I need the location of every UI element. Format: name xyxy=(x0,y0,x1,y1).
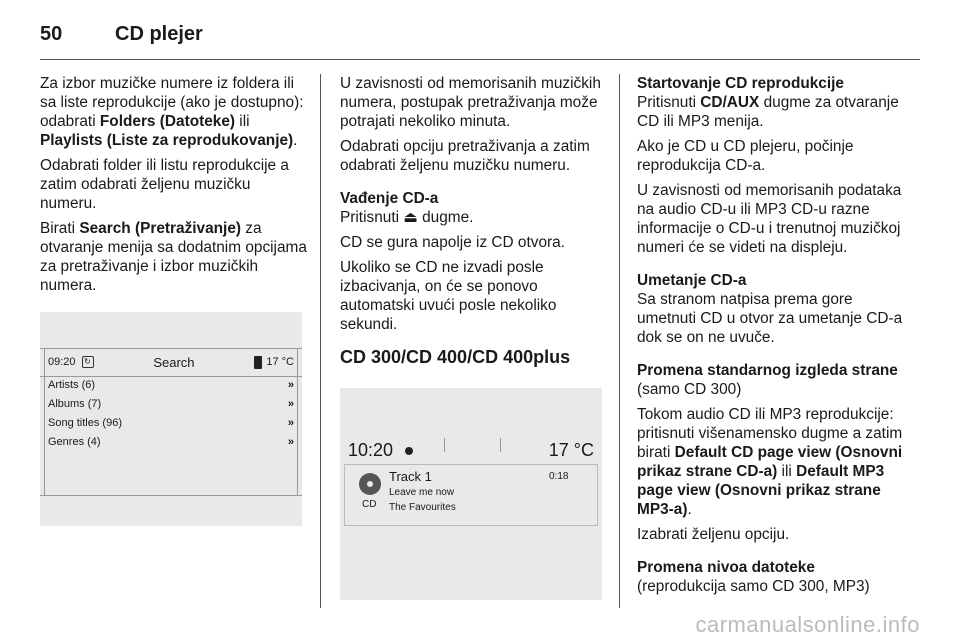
text: Za izbor muzičke numere iz foldera ili sa liste reprodukcije (ako je dostupno): odabrati xyxy=(40,75,304,130)
elapsed-time: 0:18 xyxy=(549,471,569,482)
text: Tokom audio CD ili MP3 reprodukcije: pritisnuti višenamensko dugme a zatim birati xyxy=(637,406,903,461)
text: . xyxy=(293,132,298,149)
phone-icon xyxy=(254,356,262,369)
eject-icon: ⏏ xyxy=(403,209,418,226)
paragraph: Ako je CD u CD plejeru, počinje reprodukcija CD-a. xyxy=(637,138,854,174)
heading-text: Umetanje CD-a xyxy=(637,272,747,289)
track-info-panel xyxy=(344,464,598,526)
paragraph xyxy=(40,219,308,295)
column-3 xyxy=(637,74,907,602)
bold-text: CD/AUX xyxy=(700,94,760,111)
repeat-icon: ↻ xyxy=(82,356,94,368)
list-item[interactable] xyxy=(48,414,294,433)
clock: 09:20 xyxy=(48,356,76,368)
divider xyxy=(44,348,45,496)
divider xyxy=(40,348,302,349)
chevron-right-icon: » xyxy=(287,436,294,448)
display-header xyxy=(348,440,594,461)
page-title: CD plejer xyxy=(115,22,203,45)
now-playing-figure xyxy=(340,388,602,600)
text: ili xyxy=(235,113,250,130)
watermark: carmanualsonline.info xyxy=(695,612,920,637)
text: Birati xyxy=(40,220,80,237)
bold-text: Folders (Datoteke) xyxy=(99,113,236,130)
cd-icon xyxy=(359,473,381,495)
chevron-right-icon: » xyxy=(287,417,294,429)
item-label: Song titles (96) xyxy=(48,417,122,429)
paragraph: Odabrati opciju pretraživanja a zatim odabrati željenu muzičku numeru. xyxy=(340,138,590,174)
page-number: 50 xyxy=(40,22,63,45)
cd-hole xyxy=(367,481,373,487)
page-header xyxy=(40,20,203,48)
paragraph xyxy=(40,74,308,150)
temperature: 17 °C xyxy=(548,440,594,460)
list-item[interactable] xyxy=(48,433,294,452)
paragraph: U zavisnosti od memorisanih podataka na audio CD-u ili MP3 CD-u razne informacije o CD-u i trenutnoj muzičkoj numeri će se videti na displeju. xyxy=(637,182,902,256)
text: dugme za otvaranje CD ili MP3 menija. xyxy=(637,94,899,130)
search-menu-figure xyxy=(40,312,302,526)
track-title: Track 1 xyxy=(389,469,432,484)
heading-text: Promena nivoa datoteke xyxy=(637,559,815,576)
source-label: CD xyxy=(362,499,377,510)
paragraph xyxy=(340,208,605,227)
paragraph: Odabrati folder ili listu reprodukcije a zatim odabrati željenu muzičku numeru. xyxy=(40,157,289,212)
search-options-list xyxy=(48,376,294,452)
bold-text: Default MP3 page view (Osnovni prikaz strane MP3-a) xyxy=(637,463,885,518)
paragraph xyxy=(637,405,907,519)
text: za otvaranje menija sa dodatnim opcijama za pretraživanje i izbor muzičkih numera. xyxy=(40,220,307,294)
paragraph: U zavisnosti od memorisanih muzičkih numera, postupak pretraživanja može potrajati nekoliko minuta. xyxy=(340,75,601,130)
column-2 xyxy=(340,74,605,379)
item-label: Artists (6) xyxy=(48,379,96,391)
text: ili xyxy=(777,463,797,480)
paragraph: (reprodukcija samo CD 300, MP3) xyxy=(637,578,870,595)
divider xyxy=(297,348,298,496)
heading-text: Startovanje CD reprodukcije xyxy=(637,75,844,92)
paragraph: Izabrati željenu opciju. xyxy=(637,526,790,543)
column-divider xyxy=(320,74,321,608)
bold-text: Search (Pretraživanje) xyxy=(79,220,242,237)
section-heading xyxy=(637,558,907,577)
track-album: The Favourites xyxy=(389,502,456,513)
track-artist: Leave me now xyxy=(389,487,455,498)
text: dugme. xyxy=(417,209,474,226)
item-label: Albums (7) xyxy=(48,398,102,410)
column-1 xyxy=(40,74,308,301)
bold-text: Default CD page view (Osnovni prikaz strane CD-a) xyxy=(637,444,903,480)
heading-text: Vađenje CD-a xyxy=(340,190,439,207)
paragraph: (samo CD 300) xyxy=(637,381,742,398)
chevron-right-icon: » xyxy=(287,398,294,410)
section-heading xyxy=(637,361,907,380)
divider xyxy=(444,438,445,452)
section-heading xyxy=(340,189,605,208)
chevron-right-icon: » xyxy=(287,379,294,391)
display-screen xyxy=(40,348,302,496)
divider xyxy=(500,438,501,452)
paragraph xyxy=(637,93,907,131)
header-divider xyxy=(40,59,920,60)
paragraph: Ukoliko se CD ne izvadi posle izbacivanja, on će se ponovo automatski uvući posle nekoliko sekundi. xyxy=(340,259,557,333)
item-label: Genres (4) xyxy=(48,436,101,448)
paragraph: CD se gura napolje iz CD otvora. xyxy=(340,234,565,251)
divider xyxy=(40,495,302,496)
section-heading: CD 300/CD 400/CD 400plus xyxy=(340,347,571,367)
list-item[interactable] xyxy=(48,395,294,414)
paragraph: Sa stranom natpisa prema gore umetnuti CD u otvor za umetanje CD-a dok se on ne uvuče. xyxy=(637,291,903,346)
text: Pritisnuti xyxy=(637,94,701,111)
temperature: 17 °C xyxy=(266,356,294,368)
text: . xyxy=(687,501,692,518)
column-divider xyxy=(619,74,620,608)
clock: 10:20 xyxy=(348,440,394,460)
section-heading xyxy=(637,271,907,290)
text: Pritisnuti xyxy=(340,209,404,226)
heading-text: Promena standarnog izgleda strane xyxy=(637,362,898,379)
section-heading xyxy=(637,74,907,93)
menu-title: Search xyxy=(153,354,195,370)
status-dot-icon xyxy=(405,447,413,455)
display-header xyxy=(48,352,294,372)
list-item[interactable] xyxy=(48,376,294,395)
bold-text: Playlists (Liste za reprodukovanje) xyxy=(40,132,294,149)
